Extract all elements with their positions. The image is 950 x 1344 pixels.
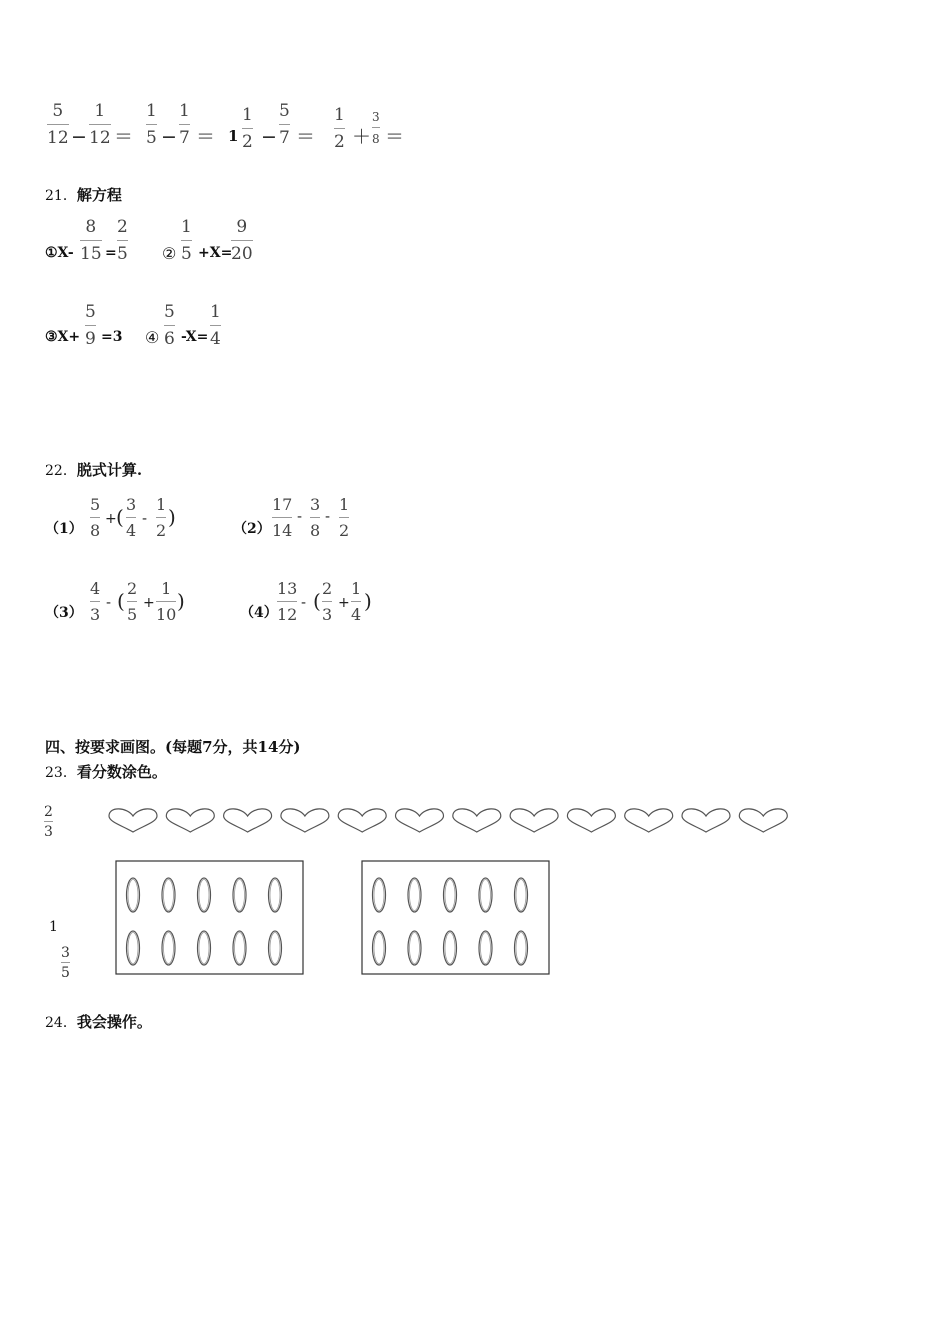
q22-heading: 22．脱式计算. [45, 461, 143, 479]
oval-shape [444, 931, 457, 965]
oval-inner-line [235, 933, 245, 964]
oval-shape [198, 931, 211, 965]
oval-inner-line [199, 933, 209, 964]
plus-sign: + [338, 595, 350, 611]
minus-sign: − [71, 126, 87, 148]
hearts-fraction: 2 3 [44, 804, 53, 840]
fraction: 1 7 [179, 101, 190, 148]
oval-inner-line [235, 880, 245, 911]
oval-box-2 [361, 860, 551, 976]
oval-inner-line [516, 933, 526, 964]
oval-shape [233, 878, 246, 912]
oval-inner-line [164, 880, 174, 911]
ovals-fraction: 3 5 [61, 945, 70, 981]
heart-shape [338, 809, 386, 832]
oval-shape [127, 931, 140, 965]
oval-shape [479, 878, 492, 912]
plus-sign: + [105, 511, 117, 527]
minus-sign: - [325, 509, 331, 525]
fraction: 1 4 [210, 302, 221, 349]
fraction: 1 2 [156, 495, 167, 540]
oval-inner-line [270, 933, 280, 964]
oval-inner-line [128, 933, 138, 964]
heart-shape [224, 809, 272, 832]
heart-shape [625, 809, 673, 832]
fraction: 1 5 [146, 101, 157, 148]
right-paren: ) [177, 589, 185, 613]
oval-inner-line [270, 880, 280, 911]
oval-box-1 [115, 860, 305, 976]
oval-shape [444, 878, 457, 912]
oval-shape [127, 878, 140, 912]
equation-prefix: ①X- [45, 245, 74, 261]
fraction: 4 3 [90, 579, 101, 624]
section-4-title: 四、按要求画图。(每题7分，共14分) [45, 738, 301, 756]
right-paren: ) [168, 505, 176, 529]
oval-inner-line [128, 880, 138, 911]
oval-shape [233, 931, 246, 965]
fraction: 3 8 [372, 110, 380, 146]
q21-heading: 21．解方程 [45, 186, 122, 204]
equals-sign: = [105, 245, 117, 261]
fraction: 3 4 [126, 495, 137, 540]
fraction: 5 12 [47, 101, 69, 148]
oval-inner-line [445, 933, 455, 964]
minus-sign: - [142, 511, 148, 527]
equation-mid: -X= [181, 329, 209, 345]
fraction: 1 4 [351, 579, 362, 624]
fraction: 1 10 [156, 579, 177, 624]
mixed-whole: 1 [228, 127, 239, 145]
oval-inner-line [199, 880, 209, 911]
equation-mid: +X= [198, 245, 233, 261]
equation-prefix: ② [162, 244, 177, 263]
fraction: 1 2 [242, 105, 253, 152]
oval-shape [479, 931, 492, 965]
problem-label: （2） [233, 521, 271, 537]
oval-inner-line [481, 880, 491, 911]
problem-label: （4） [240, 605, 278, 621]
equation-prefix: ④ [145, 328, 160, 347]
fraction: 13 12 [277, 579, 298, 624]
fraction: 1 2 [339, 495, 350, 540]
minus-sign: − [161, 126, 177, 148]
q23-heading: 23．看分数涂色。 [45, 763, 167, 781]
heart-shape [510, 809, 558, 832]
oval-inner-line [374, 880, 384, 911]
heart-shape [109, 809, 157, 832]
minus-sign: - [297, 509, 303, 525]
fraction: 2 5 [117, 217, 128, 264]
fraction: 1 12 [89, 101, 111, 148]
fraction: 5 7 [279, 101, 290, 148]
oval-shape [373, 931, 386, 965]
equation-tail: =3 [101, 329, 123, 345]
problem-label: （3） [45, 605, 83, 621]
equation-prefix: ③X+ [45, 329, 81, 345]
oval-shape [162, 931, 175, 965]
right-paren: ) [364, 589, 372, 613]
left-paren: ( [117, 589, 125, 613]
oval-shape [408, 878, 421, 912]
oval-inner-line [410, 880, 420, 911]
heart-shape [281, 809, 329, 832]
equals-sign: ＝ [114, 126, 134, 148]
oval-inner-line [410, 933, 420, 964]
fraction: 9 20 [231, 217, 253, 264]
plus-sign: + [143, 595, 155, 611]
oval-inner-line [374, 933, 384, 964]
oval-shape [515, 931, 528, 965]
fraction: 8 15 [80, 217, 102, 264]
equals-sign: ＝ [385, 126, 405, 148]
oval-shape [373, 878, 386, 912]
left-paren: ( [313, 589, 321, 613]
fraction: 1 2 [334, 105, 345, 152]
fraction: 5 6 [164, 302, 175, 349]
oval-shape [162, 878, 175, 912]
heart-shape [567, 809, 615, 832]
oval-inner-line [516, 880, 526, 911]
oval-shape [408, 931, 421, 965]
heart-shape [739, 809, 787, 832]
left-paren: ( [116, 505, 124, 529]
heart-shape [396, 809, 444, 832]
fraction: 17 14 [272, 495, 293, 540]
fraction: 1 5 [181, 217, 192, 264]
problem-label: （1） [45, 521, 83, 537]
heart-shape [453, 809, 501, 832]
oval-inner-line [445, 880, 455, 911]
minus-sign: - [301, 595, 307, 611]
oval-shape [269, 878, 282, 912]
oval-shape [515, 878, 528, 912]
plus-sign: ＋ [352, 126, 372, 148]
fraction: 5 8 [90, 495, 101, 540]
equals-sign: ＝ [296, 126, 316, 148]
oval-inner-line [164, 933, 174, 964]
equals-sign: ＝ [196, 126, 216, 148]
q24-heading: 24．我会操作。 [45, 1013, 152, 1031]
oval-inner-line [481, 933, 491, 964]
oval-shape [198, 878, 211, 912]
fraction: 3 8 [310, 495, 321, 540]
oval-shape [269, 931, 282, 965]
heart-shape [166, 809, 214, 832]
heart-shape [682, 809, 730, 832]
minus-sign: - [106, 595, 112, 611]
ovals-whole-number: 1 [49, 919, 58, 935]
minus-sign: − [261, 126, 277, 148]
fraction: 2 3 [322, 579, 333, 624]
fraction: 2 5 [127, 579, 138, 624]
fraction: 5 9 [85, 302, 96, 349]
